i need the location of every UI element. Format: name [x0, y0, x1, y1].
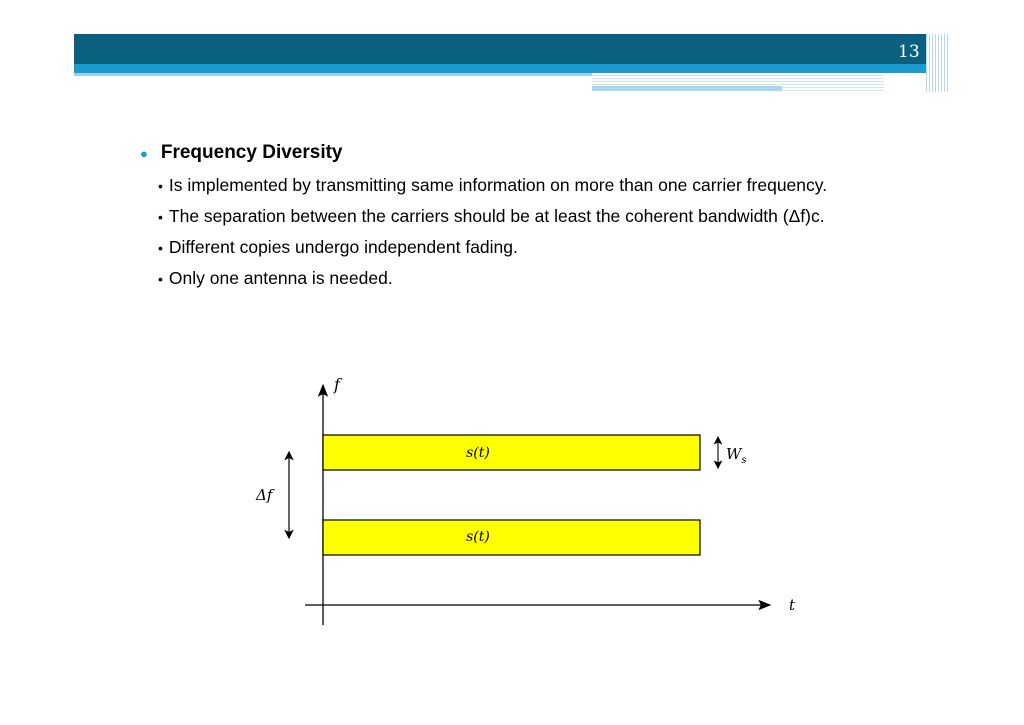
y-axis-label: f: [334, 375, 340, 394]
page-number: 13: [898, 42, 920, 62]
heading-text: Frequency Diversity: [160, 142, 343, 163]
carrier-bottom-label: s(t): [466, 529, 490, 545]
bullet-icon: •: [158, 178, 163, 194]
bullet-icon: •: [158, 240, 163, 256]
carrier-band-top: [323, 435, 700, 470]
sub-bullet-item: • Only one antenna is needed.: [158, 268, 393, 288]
sub-bullet-item: • The separation between the carriers should be at least the coherent bandwidth (Δf)c.: [158, 206, 825, 226]
bullet-dot-icon: ●: [140, 145, 148, 161]
carrier-top-label: s(t): [466, 445, 490, 461]
bullet-icon: •: [158, 271, 163, 287]
x-axis-label: t: [789, 596, 796, 614]
sub-bullet-item: • Different copies undergo independent fading.: [158, 237, 518, 257]
carrier-band-bottom: [323, 520, 700, 555]
separation-label: Δf: [256, 486, 273, 504]
sub-bullet-item: • Is implemented by transmitting same information on more than one carrier frequency.: [158, 175, 828, 195]
bandwidth-label: $W_s$: [726, 445, 747, 466]
bullet-icon: •: [158, 209, 163, 225]
